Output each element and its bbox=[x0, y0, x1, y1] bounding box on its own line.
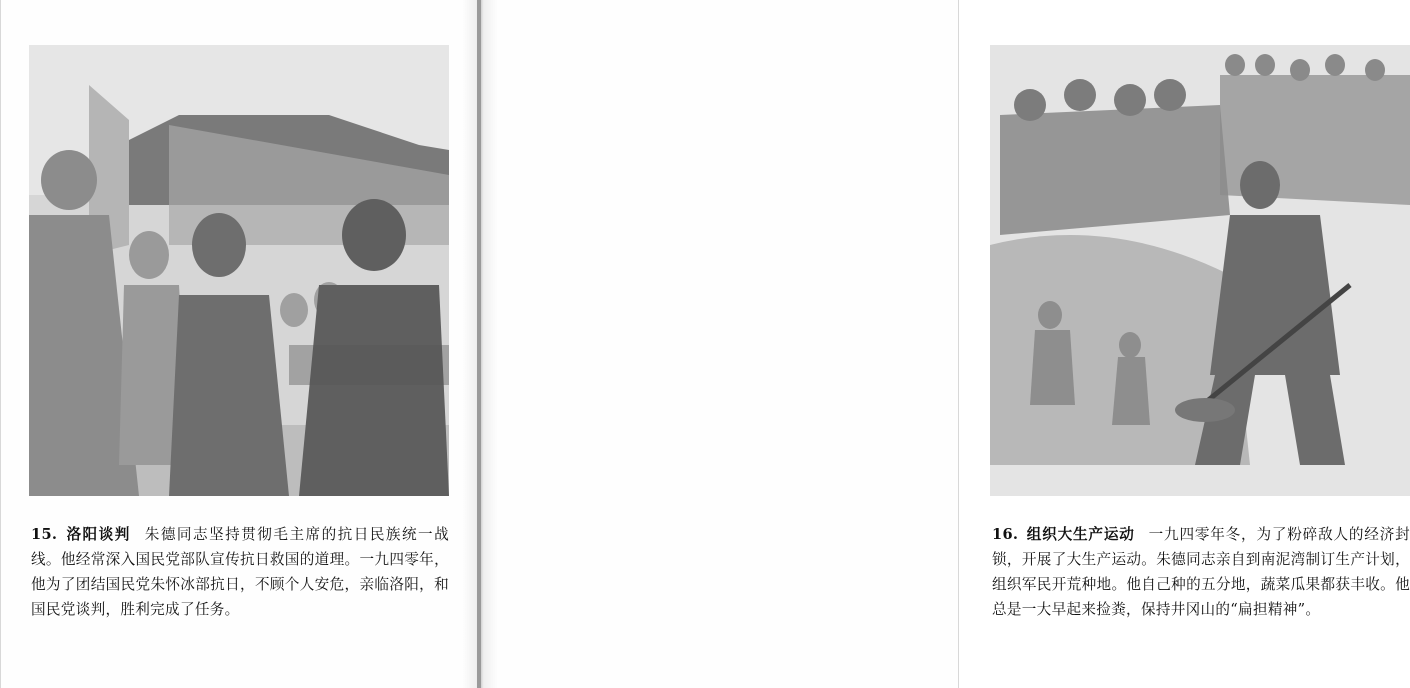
right-illustration bbox=[990, 45, 1410, 496]
caption-text: 朱德同志坚持贯彻毛主席的抗日民族统一战线。他经常深入国民党部队宣传抗日救国的道理。一九四零年，他为了团结国民党朱怀冰部抗日，不顾个人安危，亲临洛阳，和国民党谈判，胜利完成了任务。 bbox=[31, 526, 450, 618]
left-illustration bbox=[29, 45, 449, 496]
production-campaign-sketch bbox=[990, 45, 1410, 496]
right-page bbox=[480, 0, 1410, 688]
caption-number: 15. bbox=[31, 526, 58, 543]
book-spine bbox=[477, 0, 481, 688]
caption-title: 组织大生产运动 bbox=[1026, 526, 1135, 543]
caption-number: 16. bbox=[992, 526, 1019, 543]
left-page bbox=[0, 0, 479, 688]
right-caption bbox=[992, 522, 1410, 622]
officers-meeting-sketch bbox=[29, 45, 449, 496]
left-caption bbox=[31, 522, 449, 622]
caption-title: 洛阳谈判 bbox=[65, 526, 131, 543]
caption-text: 一九四零年冬，为了粉碎敌人的经济封锁，开展了大生产运动。朱德同志亲自到南泥湾制订生产计划，组织军民开荒种地。他自己种的五分地，蔬菜瓜果都获丰收。他总是一大早起来捡粪，保持井冈山的“扁担精神”。 bbox=[992, 526, 1410, 618]
